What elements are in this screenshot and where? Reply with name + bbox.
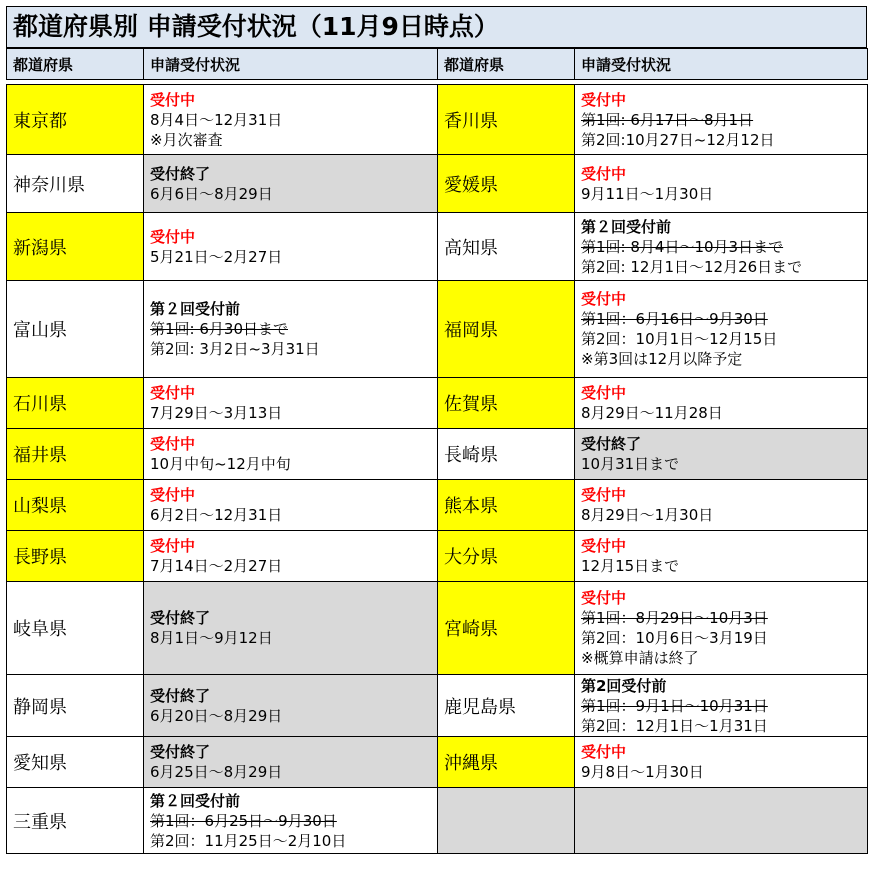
status-label: 受付終了 xyxy=(150,164,211,183)
prefecture-name: 愛媛県 xyxy=(444,174,498,196)
status-cell xyxy=(575,85,868,155)
status-label: 受付中 xyxy=(581,90,627,109)
prefecture-cell xyxy=(7,480,144,531)
previous-period: 第1回：6月25日〜9月30日 xyxy=(150,811,337,830)
period-text: ※第3回は12月以降予定 xyxy=(581,350,743,368)
prefecture-name: 静岡県 xyxy=(13,696,67,718)
previous-period: 第1回: 6月17日〜8月1日 xyxy=(581,110,754,129)
prefecture-cell xyxy=(438,788,575,854)
prefecture-cell xyxy=(438,85,575,155)
period-text: 9月8日〜1月30日 xyxy=(581,763,704,781)
period-text: 9月11日〜1月30日 xyxy=(581,184,714,203)
prefecture-cell xyxy=(7,788,144,854)
status-label: 第2回受付前 xyxy=(581,676,667,695)
prefecture-cell xyxy=(438,531,575,582)
status-cell xyxy=(144,737,438,788)
status-cell xyxy=(144,213,438,281)
period-text: 8月29日〜1月30日 xyxy=(581,506,714,524)
period-text: 第2回：10月6日〜3月19日 xyxy=(581,629,768,647)
status-cell xyxy=(575,480,868,531)
status-label: 受付中 xyxy=(150,486,196,504)
prefecture-cell xyxy=(7,155,144,213)
status-label: 受付終了 xyxy=(150,609,211,627)
status-cell xyxy=(575,531,868,582)
status-rows xyxy=(7,85,868,854)
prefecture-name: 富山県 xyxy=(13,320,67,341)
period-text: 第2回: 12月1日〜12月26日まで xyxy=(581,257,803,276)
prefecture-cell xyxy=(438,675,575,737)
prefecture-cell xyxy=(438,378,575,429)
status-label: 受付終了 xyxy=(581,435,642,453)
period-text: 5月21日〜2月27日 xyxy=(150,247,283,266)
status-table xyxy=(6,48,868,854)
prefecture-cell xyxy=(438,737,575,788)
status-label: 受付終了 xyxy=(150,743,211,761)
table-row xyxy=(7,85,868,155)
table-row xyxy=(7,155,868,213)
status-cell xyxy=(144,155,438,213)
status-cell xyxy=(144,480,438,531)
prefecture-name: 長野県 xyxy=(13,547,67,568)
status-cell xyxy=(575,737,868,788)
prefecture-name: 岐阜県 xyxy=(13,619,67,640)
previous-period: 第1回：8月29日〜10月3日 xyxy=(581,609,768,627)
period-text: 7月29日〜3月13日 xyxy=(150,404,283,422)
prefecture-name: 石川県 xyxy=(13,394,67,415)
prefecture-name: 鹿児島県 xyxy=(444,696,516,718)
prefecture-name: 香川県 xyxy=(444,110,498,132)
previous-period: 第1回: 6月30日まで xyxy=(150,320,288,338)
status-cell xyxy=(575,788,868,854)
prefecture-cell xyxy=(7,378,144,429)
prefecture-cell xyxy=(7,675,144,737)
prefecture-cell xyxy=(7,429,144,480)
prefecture-name: 福井県 xyxy=(13,445,67,466)
prefecture-name: 新潟県 xyxy=(13,237,67,259)
header-status-right: 申請受付状況 xyxy=(575,49,868,80)
status-cell xyxy=(575,155,868,213)
prefecture-cell xyxy=(7,531,144,582)
table-row xyxy=(7,531,868,582)
prefecture-name: 佐賀県 xyxy=(444,394,498,415)
status-cell xyxy=(575,675,868,737)
status-label: 受付中 xyxy=(581,164,627,183)
period-text: 8月1日〜9月12日 xyxy=(150,629,273,647)
status-label: 受付中 xyxy=(581,589,627,607)
status-cell xyxy=(144,281,438,378)
prefecture-name: 三重県 xyxy=(13,811,67,833)
period-text: ※概算申請は終了 xyxy=(581,649,699,667)
status-cell xyxy=(575,281,868,378)
period-text: 8月29日〜11月28日 xyxy=(581,404,723,422)
previous-period: 第1回：6月16日〜9月30日 xyxy=(581,310,768,328)
status-cell xyxy=(575,429,868,480)
table-row xyxy=(7,281,868,378)
status-label: 第２回受付前 xyxy=(150,791,241,810)
prefecture-cell xyxy=(7,737,144,788)
previous-period: 第1回: 8月4日〜10月3日まで xyxy=(581,237,784,256)
period-text: 第2回：12月1日〜1月31日 xyxy=(581,716,768,735)
prefecture-name: 福岡県 xyxy=(444,320,498,341)
prefecture-name: 愛知県 xyxy=(13,753,67,774)
status-label: 受付中 xyxy=(150,435,196,453)
prefecture-cell xyxy=(438,480,575,531)
status-cell xyxy=(144,675,438,737)
period-text: 6月6日〜8月29日 xyxy=(150,184,273,203)
period-text: 第2回：10月1日〜12月15日 xyxy=(581,330,778,348)
status-cell xyxy=(144,531,438,582)
status-cell xyxy=(144,788,438,854)
status-label: 受付終了 xyxy=(150,686,211,705)
prefecture-cell xyxy=(438,213,575,281)
prefecture-cell xyxy=(7,281,144,378)
prefecture-name: 神奈川県 xyxy=(13,174,85,196)
period-text: 12月15日まで xyxy=(581,557,680,575)
table-row xyxy=(7,480,868,531)
status-cell xyxy=(144,378,438,429)
table-row xyxy=(7,213,868,281)
period-text: 6月25日〜8月29日 xyxy=(150,763,283,781)
period-text: 6月20日〜8月29日 xyxy=(150,706,283,725)
table-row xyxy=(7,737,868,788)
prefecture-name: 長崎県 xyxy=(444,445,498,466)
table-row xyxy=(7,378,868,429)
sheet-title: 都道府県別 申請受付状況（11月9日時点） xyxy=(6,6,867,48)
prefecture-name: 沖縄県 xyxy=(444,753,498,774)
period-text: 7月14日〜2月27日 xyxy=(150,557,283,575)
table-row xyxy=(7,429,868,480)
table-row xyxy=(7,582,868,675)
prefecture-cell xyxy=(7,582,144,675)
status-cell xyxy=(575,582,868,675)
header-row xyxy=(7,49,868,80)
period-text: 10月31日まで xyxy=(581,455,680,473)
status-label: 第２回受付前 xyxy=(581,217,672,236)
prefecture-name: 高知県 xyxy=(444,237,498,259)
status-label: 受付中 xyxy=(581,537,627,555)
status-cell xyxy=(575,213,868,281)
prefecture-cell xyxy=(7,213,144,281)
status-label: 受付中 xyxy=(150,90,196,109)
status-label: 受付中 xyxy=(150,227,196,246)
period-text: 8月4日〜12月31日 xyxy=(150,110,283,129)
status-label: 受付中 xyxy=(581,384,627,402)
period-text: 10月中旬~12月中旬 xyxy=(150,455,291,473)
table-row xyxy=(7,788,868,854)
status-label: 受付中 xyxy=(581,290,627,308)
previous-period: 第1回：9月1日〜10月31日 xyxy=(581,696,768,715)
status-cell xyxy=(144,429,438,480)
table-row xyxy=(7,675,868,737)
prefecture-cell xyxy=(438,582,575,675)
prefecture-name: 熊本県 xyxy=(444,496,498,517)
period-text: 6月2日〜12月31日 xyxy=(150,506,283,524)
status-label: 第２回受付前 xyxy=(150,300,241,318)
prefecture-name: 宮崎県 xyxy=(444,619,498,640)
prefecture-cell xyxy=(438,281,575,378)
header-prefecture-left: 都道府県 xyxy=(7,49,144,80)
status-label: 受付中 xyxy=(581,486,627,504)
prefecture-name: 山梨県 xyxy=(13,496,67,517)
prefecture-name: 東京都 xyxy=(13,110,67,132)
period-text: ※月次審査 xyxy=(150,130,223,149)
prefecture-cell xyxy=(438,155,575,213)
status-label: 受付中 xyxy=(150,537,196,555)
prefecture-name: 大分県 xyxy=(444,547,498,568)
prefecture-cell xyxy=(7,85,144,155)
period-text: 第2回：11月25日〜2月10日 xyxy=(150,831,347,850)
period-text: 第2回: 3月2日~3月31日 xyxy=(150,340,320,358)
status-cell xyxy=(575,378,868,429)
status-cell xyxy=(144,85,438,155)
status-label: 受付中 xyxy=(581,743,627,761)
header-status-left: 申請受付状況 xyxy=(144,49,438,80)
status-cell xyxy=(144,582,438,675)
status-sheet xyxy=(6,6,867,854)
period-text: 第2回:10月27日~12月12日 xyxy=(581,130,775,149)
prefecture-cell xyxy=(438,429,575,480)
header-prefecture-right: 都道府県 xyxy=(438,49,575,80)
status-label: 受付中 xyxy=(150,384,196,402)
